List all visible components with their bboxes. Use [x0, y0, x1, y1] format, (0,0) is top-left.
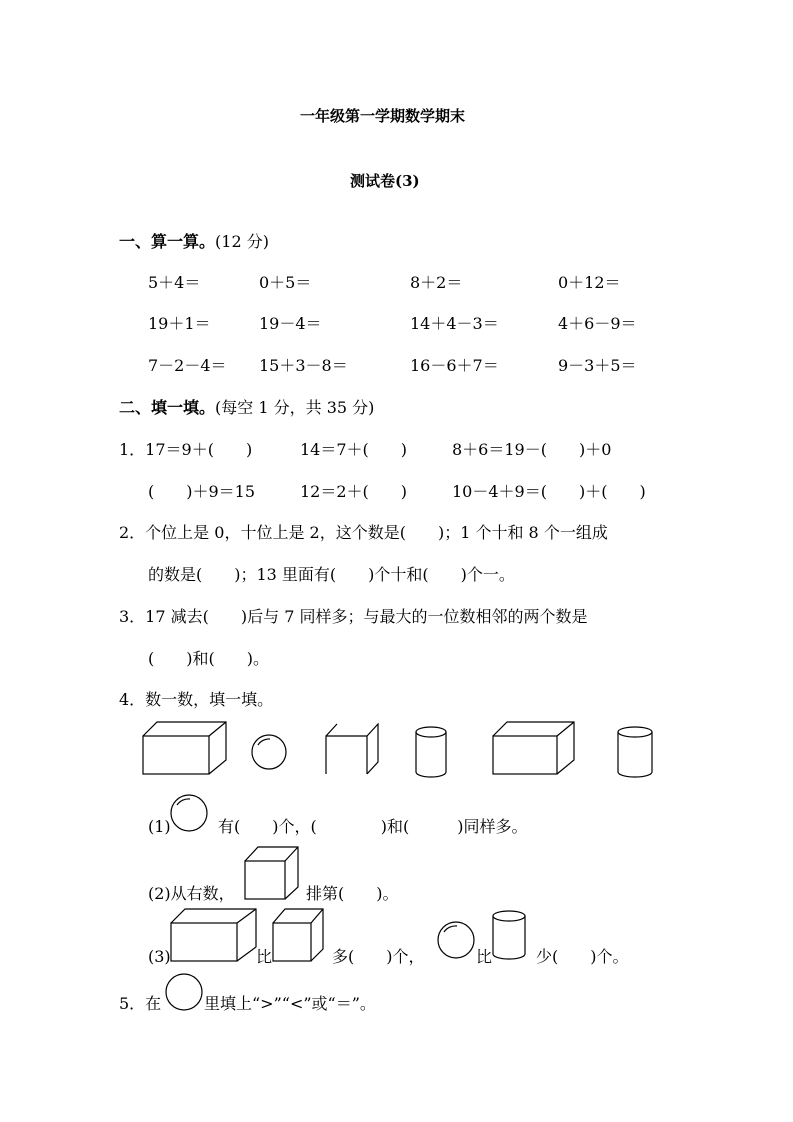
calc-item: 15＋3－8＝ — [259, 356, 348, 375]
q4-part3-duo: 多( )个， — [332, 947, 425, 966]
section1-title — [119, 232, 269, 252]
calc-item: 0＋12＝ — [558, 273, 621, 292]
sphere-icon — [250, 733, 290, 773]
q1-item: ( )＋9＝15 — [148, 482, 256, 501]
section2-heading: 二、填一填。 — [119, 398, 216, 417]
q4-part3-bi2: 比 — [476, 947, 493, 966]
cube-icon — [242, 843, 302, 903]
cylinder-icon — [490, 908, 530, 964]
calc-item: 8＋2＝ — [410, 273, 463, 292]
circle-blank-icon — [164, 972, 206, 1014]
q4-part1-text: 有( )个，( )和( )同样多。 — [218, 817, 528, 836]
calc-item: 4＋6－9＝ — [558, 314, 637, 333]
calc-item: 14＋4－3＝ — [410, 314, 499, 333]
calc-item: 19－4＝ — [259, 314, 322, 333]
q4-part3-shao: 少( )个。 — [536, 947, 629, 966]
q4-title: 4．数一数，填一填。 — [119, 690, 274, 709]
calc-item: 9－3＋5＝ — [558, 356, 637, 375]
q4-part3-bi1: 比 — [256, 947, 273, 966]
q1-item: 10－4＋9＝( )＋( ) — [452, 482, 646, 501]
q1-item: 12＝2＋( ) — [300, 482, 408, 501]
q5-prefix: 5．在 — [119, 994, 162, 1013]
q3-line2: ( )和( )。 — [148, 649, 269, 668]
section2-note: (每空 1 分，共 35 分) — [215, 398, 375, 417]
cube-icon — [270, 905, 326, 965]
q2-line2: 的数是( )；13 里面有( )个十和( )个一。 — [148, 565, 515, 584]
cylinder-icon — [414, 724, 450, 782]
calc-item: 19＋1＝ — [148, 314, 211, 333]
q4-part2-label: (2)从右数， — [148, 884, 235, 903]
calc-item: 0＋5＝ — [259, 273, 312, 292]
page-title: 一年级第一学期数学期末 — [300, 107, 466, 125]
section1-heading: 一、算一算。 — [119, 232, 216, 251]
page-subtitle: 测试卷(3) — [350, 172, 420, 190]
cuboid-icon — [140, 718, 230, 778]
cuboid-icon — [168, 905, 263, 965]
calc-item: 16－6＋7＝ — [410, 356, 499, 375]
q1-item: 14＝7＋( ) — [300, 440, 408, 459]
q5-text: 里填上“>”“<”或“＝”。 — [204, 994, 376, 1013]
cylinder-icon — [616, 724, 656, 782]
q1-item: 1．17＝9＋( ) — [119, 440, 253, 459]
calc-item: 7－2－4＝ — [148, 356, 227, 375]
q4-part1-label: (1) — [148, 817, 171, 836]
q4-part3-label: (3) — [148, 947, 171, 966]
sphere-icon — [168, 793, 212, 837]
section1-note: (12 分) — [215, 232, 269, 251]
q3-line1: 3．17 减去( )后与 7 同样多；与最大的一位数相邻的两个数是 — [119, 607, 588, 626]
cuboid-icon — [490, 718, 580, 778]
q2-line1: 2．个位上是 0，十位上是 2，这个数是( )；1 个十和 8 个一组成 — [119, 523, 608, 542]
section2-title — [119, 398, 374, 418]
open-box-icon — [320, 718, 382, 778]
calc-item: 5＋4＝ — [148, 273, 201, 292]
q1-item: 8＋6＝19－( )＋0 — [452, 440, 612, 459]
q4-part2-text: 排第( )。 — [306, 884, 399, 903]
sphere-icon — [436, 920, 478, 962]
